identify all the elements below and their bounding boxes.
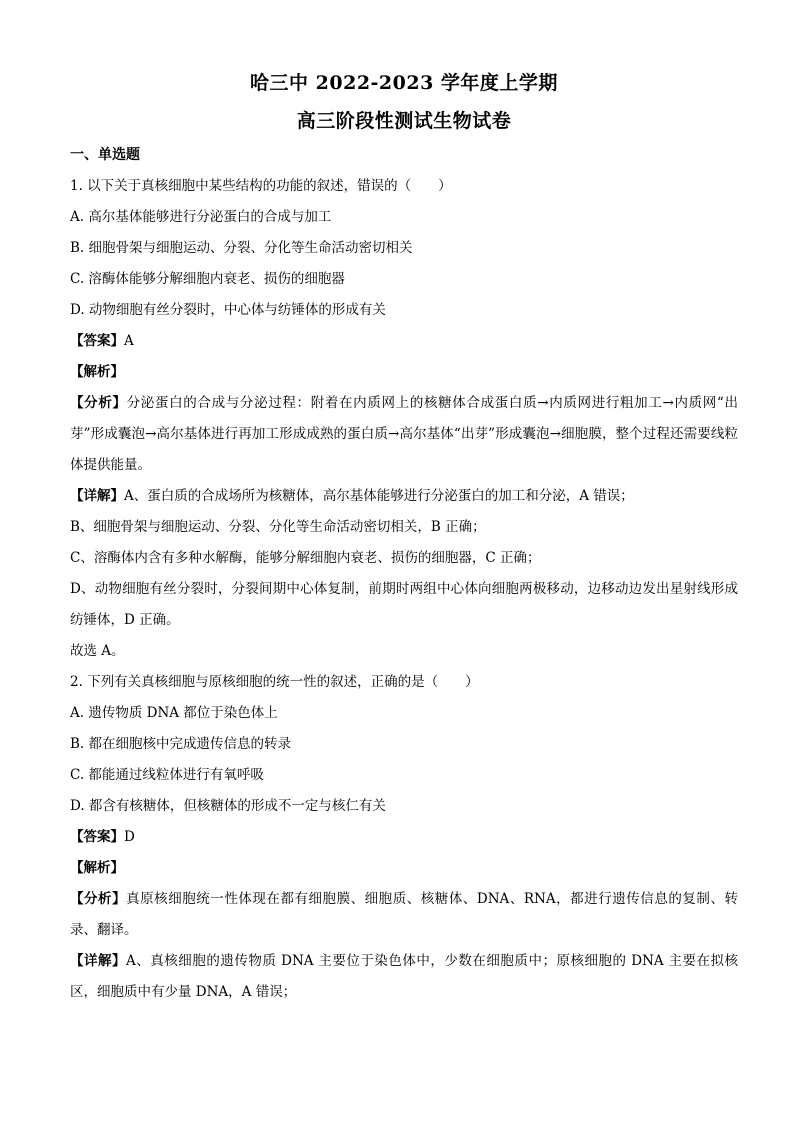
fenxi-text: 分泌蛋白的合成与分泌过程：附着在内质网上的核糖体合成蛋白质→内质网进行粗加工→内质网“出芽”形成囊泡→高尔基体进行再加工形成成熟的蛋白质→高尔基体“出芽”形成囊泡→细胞膜，整个过程还需要线粒体提供能量。 (70, 395, 738, 473)
q1-answer (70, 326, 738, 357)
fenxi-tag: 【分析】 (70, 395, 127, 411)
answer-value: A (124, 333, 134, 349)
q1-option-c: C. 溶酶体能够分解细胞内衰老、损伤的细胞器 (70, 271, 345, 287)
q2-option-d: D. 都含有核糖体，但核糖体的形成不一定与核仁有关 (70, 798, 386, 814)
q1-xiangjie-c: C、溶酶体内含有多种水解酶，能够分解细胞内衰老、损伤的细胞器，C 正确； (70, 550, 541, 566)
xiangjie-a-text: A、蛋白质的合成场所为核糖体，高尔基体能够进行分泌蛋白的加工和分泌，A 错误； (124, 488, 634, 504)
q1-xiangjie-b: B、细胞骨架与细胞运动、分裂、分化等生命活动密切相关，B 正确； (70, 519, 486, 535)
xiangjie-tag: 【详解】 (70, 953, 127, 969)
q1-xiangjie-d: D、动物细胞有丝分裂时，分裂间期中心体复制，前期时两组中心体向细胞两极移动，边移动边发出星射线形成纺锤体，D 正确。 (70, 581, 738, 628)
fenxi-tag: 【分析】 (70, 891, 127, 907)
q1-stem: 1. 以下关于真核细胞中某些结构的功能的叙述，错误的（ ） (70, 178, 452, 194)
analysis-tag: 【解析】 (70, 364, 124, 380)
q1-option-d: D. 动物细胞有丝分裂时，中心体与纺锤体的形成有关 (70, 302, 386, 318)
q2-option-c: C. 都能通过线粒体进行有氧呼吸 (70, 767, 264, 783)
xiangjie-a-text: A、真核细胞的遗传物质 DNA 主要位于染色体中，少数在细胞质中；原核细胞的 DNA 主要在拟核区，细胞质中有少量 DNA，A 错误； (70, 953, 739, 1000)
q2-fenxi (70, 884, 738, 946)
q1-analysis-tag (70, 357, 738, 388)
q2-stem: 2. 下列有关真核细胞与原核细胞的统一性的叙述，正确的是（ ） (70, 674, 479, 690)
answer-tag: 【答案】 (70, 829, 124, 845)
q2-xiangjie-a (70, 946, 738, 1008)
q2-analysis-tag (70, 853, 738, 884)
q1-option-b: B. 细胞骨架与细胞运动、分裂、分化等生命活动密切相关 (70, 240, 413, 256)
xiangjie-tag: 【详解】 (70, 488, 124, 504)
section-heading: 一、单选题 (70, 147, 140, 163)
answer-value: D (124, 829, 135, 845)
answer-tag: 【答案】 (70, 333, 124, 349)
q2-answer (70, 822, 738, 853)
q1-option-a: A. 高尔基体能够进行分泌蛋白的合成与加工 (70, 209, 332, 225)
exam-title-subject: 高三阶段性测试生物试卷 (296, 110, 512, 132)
exam-title-school: 哈三中 2022-2023 学年度上学期 (250, 72, 558, 94)
q1-conclusion: 故选 A。 (70, 643, 125, 659)
q1-fenxi (70, 388, 738, 481)
q1-xiangjie-a (70, 481, 738, 512)
analysis-tag: 【解析】 (70, 860, 124, 876)
q2-option-a: A. 遗传物质 DNA 都位于染色体上 (70, 705, 278, 721)
q2-option-b: B. 都在细胞核中完成遗传信息的转录 (70, 736, 292, 752)
fenxi-text: 真原核细胞统一性体现在都有细胞膜、细胞质、核糖体、DNA、RNA，都进行遗传信息的复制、转录、翻译。 (70, 891, 738, 938)
